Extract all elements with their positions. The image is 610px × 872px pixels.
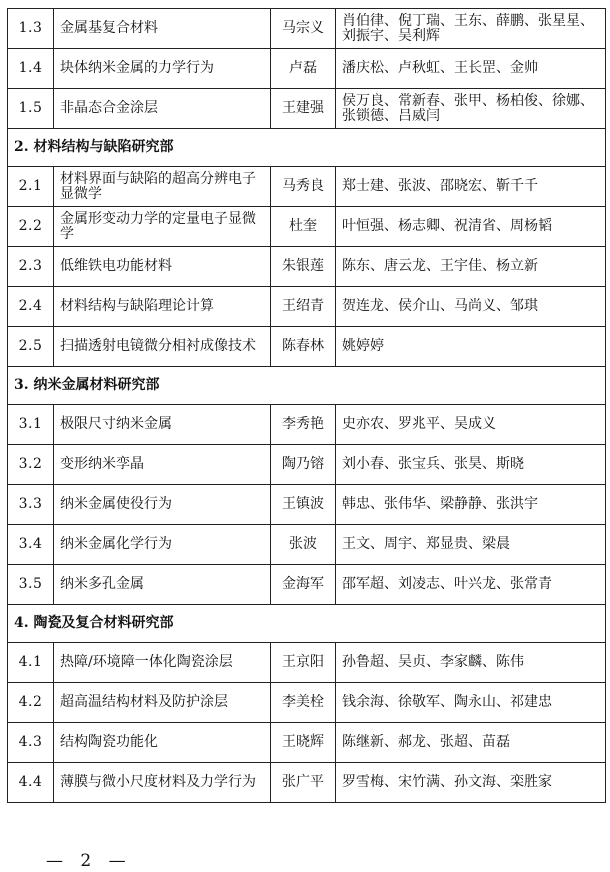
- research-topic: 低维铁电功能材料: [54, 247, 271, 287]
- group-leader: 王京阳: [271, 643, 336, 683]
- table-row: [8, 405, 606, 445]
- row-number: 4.4: [8, 763, 54, 803]
- table-body: [8, 9, 606, 803]
- row-number: 3.4: [8, 525, 54, 565]
- research-topic: 极限尺寸纳米金属: [54, 405, 271, 445]
- group-members: 陈东、唐云龙、王宇佳、杨立新: [336, 247, 606, 287]
- group-members: 贺连龙、侯介山、马尚义、邹琪: [336, 287, 606, 327]
- research-topic: 结构陶瓷功能化: [54, 723, 271, 763]
- group-leader: 马宗义: [271, 9, 336, 49]
- section-title: 2. 材料结构与缺陷研究部: [8, 129, 606, 167]
- research-topic: 变形纳米孪晶: [54, 445, 271, 485]
- row-number: 2.3: [8, 247, 54, 287]
- group-members: 孙鲁超、吴贞、李家麟、陈伟: [336, 643, 606, 683]
- group-members: 郑士建、张波、邵晓宏、靳千千: [336, 167, 606, 207]
- research-topic: 金属基复合材料: [54, 9, 271, 49]
- table-row: [8, 525, 606, 565]
- research-topic: 纳米金属使役行为: [54, 485, 271, 525]
- row-number: 1.4: [8, 49, 54, 89]
- table-row: [8, 763, 606, 803]
- row-number: 2.5: [8, 327, 54, 367]
- section-header-row: [8, 129, 606, 167]
- row-number: 3.5: [8, 565, 54, 605]
- group-leader: 朱银莲: [271, 247, 336, 287]
- page-number: — 2 —: [46, 851, 132, 871]
- row-number: 2.1: [8, 167, 54, 207]
- table-row: [8, 89, 606, 129]
- row-number: 2.4: [8, 287, 54, 327]
- group-members: 史亦农、罗兆平、吴成义: [336, 405, 606, 445]
- group-leader: 金海军: [271, 565, 336, 605]
- group-leader: 陈春林: [271, 327, 336, 367]
- table-row: [8, 723, 606, 763]
- group-members: 潘庆松、卢秋虹、王长罡、金帅: [336, 49, 606, 89]
- row-number: 1.5: [8, 89, 54, 129]
- group-members: 韩忠、张伟华、梁静静、张洪宇: [336, 485, 606, 525]
- research-topic: 金属形变动力学的定量电子显微学: [54, 207, 271, 247]
- table-row: [8, 643, 606, 683]
- row-number: 4.2: [8, 683, 54, 723]
- row-number: 1.3: [8, 9, 54, 49]
- table-row: [8, 49, 606, 89]
- group-leader: 王绍青: [271, 287, 336, 327]
- table-row: [8, 287, 606, 327]
- table-row: [8, 327, 606, 367]
- group-leader: 王晓辉: [271, 723, 336, 763]
- group-leader: 王建强: [271, 89, 336, 129]
- group-members: 王文、周宇、郑显贵、梁晨: [336, 525, 606, 565]
- research-topic: 材料界面与缺陷的超高分辨电子显微学: [54, 167, 271, 207]
- group-members: 侯万良、常新春、张甲、杨柏俊、徐娜、张锁德、吕威闫: [336, 89, 606, 129]
- section-title: 4. 陶瓷及复合材料研究部: [8, 605, 606, 643]
- research-topic: 材料结构与缺陷理论计算: [54, 287, 271, 327]
- table-row: [8, 683, 606, 723]
- research-topic: 块体纳米金属的力学行为: [54, 49, 271, 89]
- table-row: [8, 485, 606, 525]
- row-number: 3.3: [8, 485, 54, 525]
- group-leader: 李秀艳: [271, 405, 336, 445]
- research-topic: 薄膜与微小尺度材料及力学行为: [54, 763, 271, 803]
- section-title: 3. 纳米金属材料研究部: [8, 367, 606, 405]
- research-topic: 非晶态合金涂层: [54, 89, 271, 129]
- group-members: 肖伯律、倪丁瑞、王东、薛鹏、张星星、刘振宇、吴利辉: [336, 9, 606, 49]
- table-row: [8, 9, 606, 49]
- row-number: 4.1: [8, 643, 54, 683]
- group-members: 罗雪梅、宋竹满、孙文海、栾胜家: [336, 763, 606, 803]
- group-members: 姚婷婷: [336, 327, 606, 367]
- group-members: 邵军超、刘凌志、叶兴龙、张常青: [336, 565, 606, 605]
- group-leader: 杜奎: [271, 207, 336, 247]
- table-row: [8, 565, 606, 605]
- group-leader: 马秀良: [271, 167, 336, 207]
- group-leader: 陶乃镕: [271, 445, 336, 485]
- table-row: [8, 207, 606, 247]
- group-leader: 卢磊: [271, 49, 336, 89]
- table-row: [8, 167, 606, 207]
- research-topic: 纳米多孔金属: [54, 565, 271, 605]
- group-leader: 王镇波: [271, 485, 336, 525]
- group-leader: 李美栓: [271, 683, 336, 723]
- group-members: 钱余海、徐敬军、陶永山、祁建忠: [336, 683, 606, 723]
- research-group-table: [7, 8, 606, 803]
- section-header-row: [8, 367, 606, 405]
- row-number: 2.2: [8, 207, 54, 247]
- section-header-row: [8, 605, 606, 643]
- group-leader: 张波: [271, 525, 336, 565]
- research-topic: 超高温结构材料及防护涂层: [54, 683, 271, 723]
- group-members: 刘小春、张宝兵、张昊、斯晓: [336, 445, 606, 485]
- row-number: 3.1: [8, 405, 54, 445]
- group-members: 叶恒强、杨志卿、祝清省、周杨韬: [336, 207, 606, 247]
- group-leader: 张广平: [271, 763, 336, 803]
- research-topic: 热障/环境障一体化陶瓷涂层: [54, 643, 271, 683]
- group-members: 陈继新、郝龙、张超、苗磊: [336, 723, 606, 763]
- table-row: [8, 445, 606, 485]
- research-topic: 扫描透射电镜微分相衬成像技术: [54, 327, 271, 367]
- row-number: 4.3: [8, 723, 54, 763]
- table-row: [8, 247, 606, 287]
- research-topic: 纳米金属化学行为: [54, 525, 271, 565]
- row-number: 3.2: [8, 445, 54, 485]
